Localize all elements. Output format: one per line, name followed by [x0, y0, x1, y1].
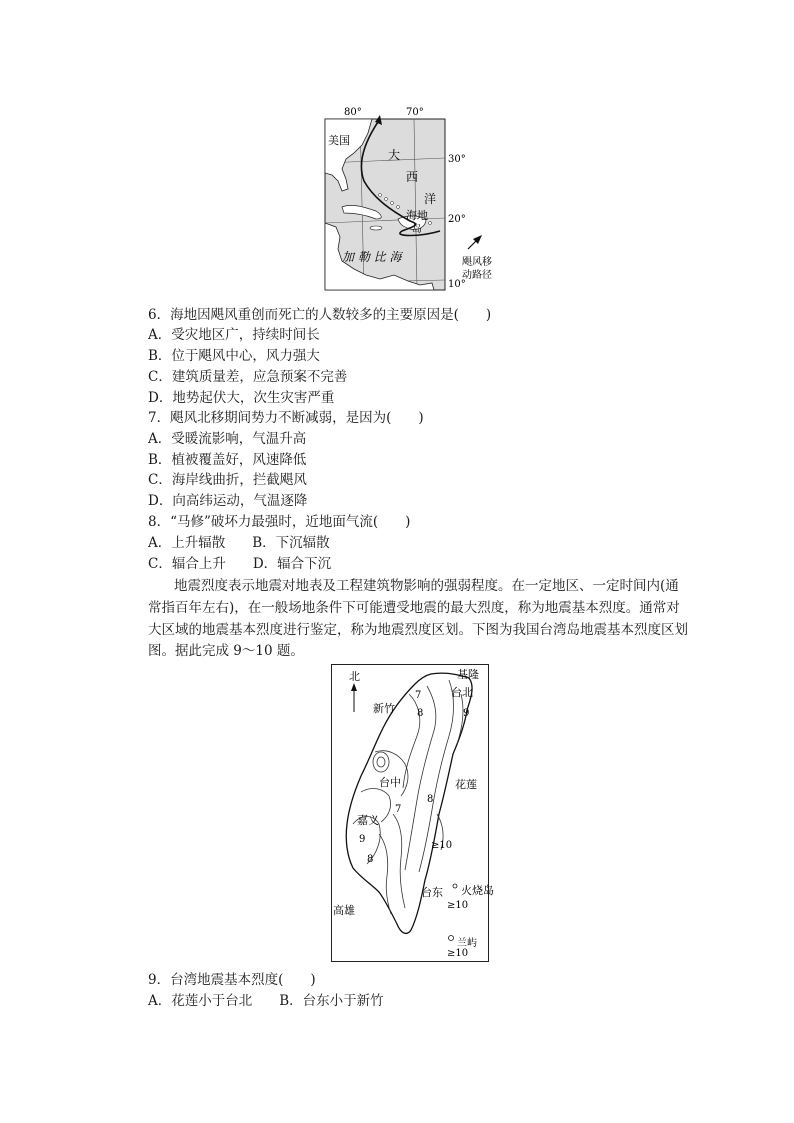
city-gaoxiong: 高雄 [333, 904, 355, 917]
label-ocean-2: 西 [406, 170, 419, 184]
option-a: A．受暖流影响，气温升高 [148, 431, 307, 447]
city-hualian: 花莲 [455, 778, 477, 791]
legend-line2: 动路径 [462, 270, 492, 281]
label-ocean-1: 大 [388, 148, 401, 162]
passage-line: 地震烈度表示地震对地表及工程建筑物影响的强弱程度。在一定地区、一定时间内(通 [174, 578, 679, 594]
question-stem: 7．飓风北移期间势力不断减弱，是因为( ) [148, 410, 424, 426]
city-xinzhu: 新竹 [373, 702, 395, 715]
lon-label-80: 80° [344, 107, 362, 118]
city-taizhong: 台中 [379, 776, 401, 789]
city-jiayi: 嘉义 [357, 814, 379, 827]
label-haiti-2: 岛 [412, 224, 422, 235]
passage-line: 大区域的地震基本烈度进行鉴定，称为地震烈度区划。下图为我国台湾岛地震基本烈度区划 [148, 622, 688, 638]
city-lanyu: 兰屿 [457, 938, 477, 949]
city-jilong: 基隆 [457, 668, 479, 681]
north-label: 北 [349, 670, 360, 683]
city-huoshao: 火烧岛 [461, 884, 494, 897]
legend-line1: 飓风移 [462, 257, 492, 268]
taiwan-intensity-map-svg [331, 664, 494, 962]
question-stem: 8．“马修”破坏力最强时，近地面气流( ) [148, 514, 411, 530]
option-ab: A．上升辐散 B．下沉辐散 [148, 535, 330, 551]
lon-label-70: 70° [406, 107, 424, 118]
taiwan-intensity-map [331, 664, 494, 962]
intensity-label: ≥10 [431, 840, 453, 851]
intensity-label: 8 [417, 708, 424, 719]
option-d: D．向高纬运动，气温逐降 [148, 493, 308, 509]
option-b: B．位于飓风中心，风力强大 [148, 348, 320, 364]
intensity-label: 8 [427, 794, 434, 805]
label-caribbean: 加 勒 比 海 [342, 250, 402, 264]
intensity-label: 9 [359, 834, 366, 845]
option-ab: A．花莲小于台北 B．台东小于新竹 [148, 993, 384, 1009]
option-c: C．海岸线曲折，拦截飓风 [148, 472, 307, 488]
city-taibei: 台北 [451, 686, 473, 699]
option-a: A．受灾地区广，持续时间长 [148, 327, 320, 343]
option-cd: C．辐合上升 D．辐合下沉 [148, 556, 332, 572]
label-usa: 美国 [328, 134, 350, 147]
intensity-label: ≥10 [447, 900, 469, 911]
passage-line: 图。据此完成 9～10 题。 [148, 643, 304, 659]
lat-label-20: 20° [448, 214, 466, 225]
passage-line: 常指百年左右)，在一般场地条件下可能遭受地震的最大烈度，称为地震基本烈度。通常对 [148, 600, 680, 616]
hurricane-map [322, 103, 497, 295]
intensity-label: 9 [463, 708, 470, 719]
city-taidong: 台东 [421, 886, 443, 899]
intensity-label: ≥10 [447, 948, 469, 959]
label-haiti-1: 海地 [406, 209, 428, 222]
lat-label-10: 10° [448, 279, 466, 290]
option-c: C．建筑质量差，应急预案不完善 [148, 369, 348, 385]
huoshao-island [453, 884, 457, 888]
question-stem: 6．海地因飓风重创而死亡的人数较多的主要原因是( ) [148, 307, 492, 323]
label-ocean-3: 洋 [424, 192, 437, 206]
hurricane-map-svg [322, 103, 497, 295]
option-b: B．植被覆盖好，风速降低 [148, 452, 307, 468]
intensity-label: 7 [415, 690, 422, 701]
lat-label-30: 30° [448, 154, 466, 165]
question-stem: 9．台湾地震基本烈度( ) [148, 972, 316, 988]
option-d: D．地势起伏大，次生灾害严重 [148, 390, 335, 406]
lanyu-island [449, 936, 454, 941]
intensity-label: 8 [367, 854, 374, 865]
jamaica-island [370, 226, 382, 230]
intensity-label: 7 [395, 804, 402, 815]
